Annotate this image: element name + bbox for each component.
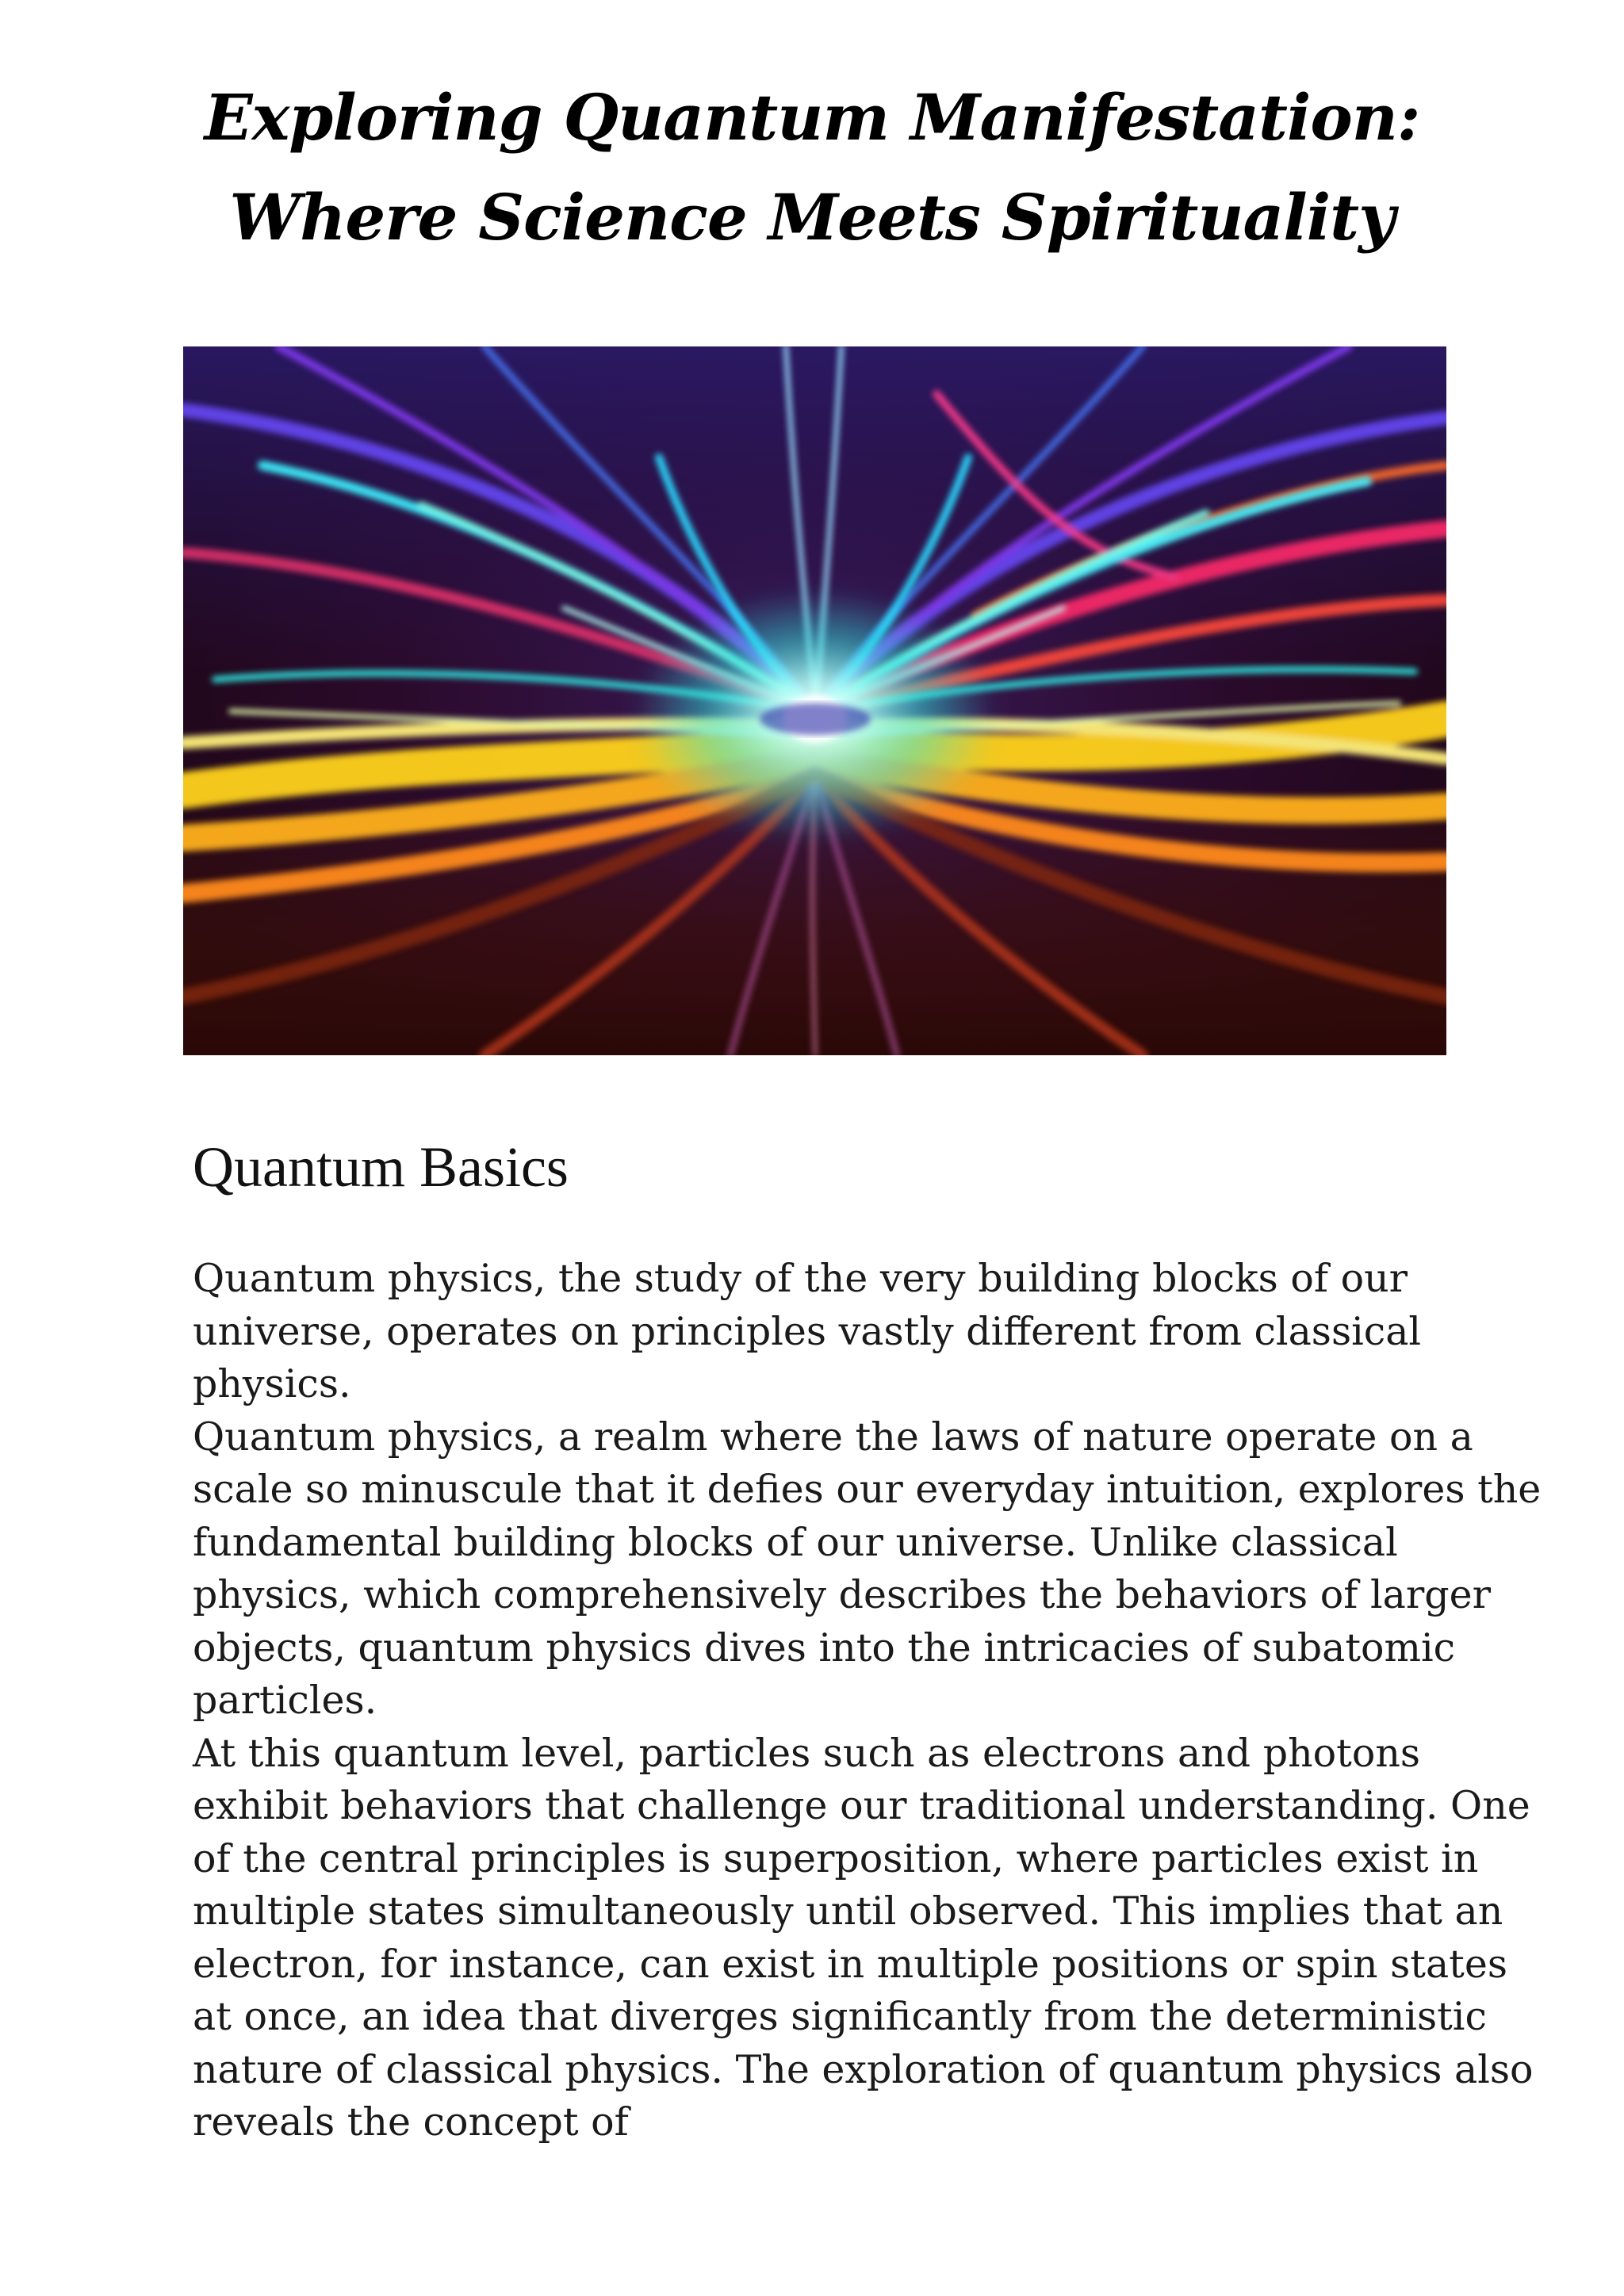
paragraph-2: Quantum physics, a realm where the laws of nature operate on a scale so minuscule that it defies our everyday intuition, explores the fundamental building blocks of our universe. Unlike classical physics, which comprehensively describes the behaviors of larger objects, quantum physics dives into the intricacies of subatomic particles. [193,1414,1542,1723]
hero-image [183,346,1446,1055]
body-text [193,1253,1557,2149]
page-title [119,67,1505,267]
section-heading: Quantum Basics [193,1135,569,1199]
title-line-2: Where Science Meets Spirituality [229,180,1395,254]
title-line-1: Exploring Quantum Manifestation: [204,80,1420,155]
hero-image-art [183,346,1446,1055]
paragraph-3: At this quantum level, particles such as electrons and photons exhibit behaviors that challenge our traditional understanding. One of the central principles is superposition, where particles exist in multiple states simultaneously until observed. This implies that an electron, for instance, can exist in multiple positions or spin states at once, an idea that diverges significantly from the deterministic nature of classical physics. The exploration of quantum physics also reveals the concept of [193,1730,1534,2145]
paragraph-1: Quantum physics, the study of the very building blocks of our universe, operates on principles vastly different from classical physics. [193,1256,1422,1406]
